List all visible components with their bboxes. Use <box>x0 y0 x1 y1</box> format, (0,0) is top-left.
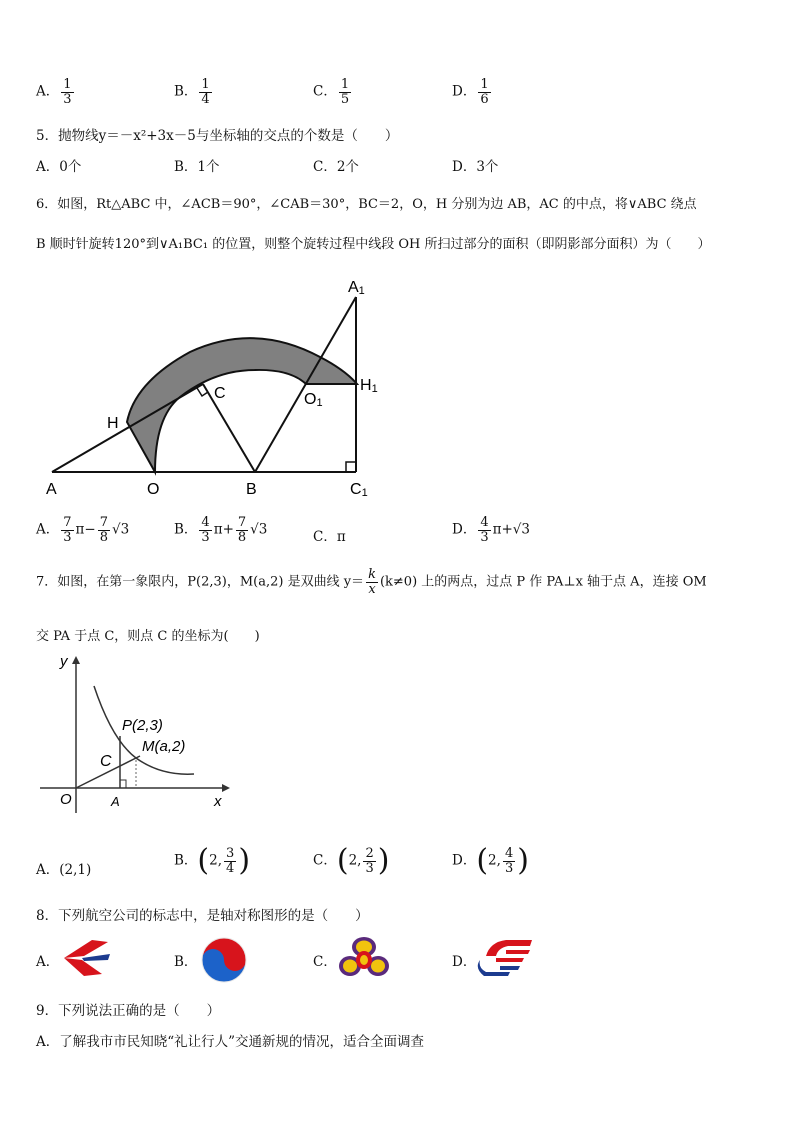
q8-option-c: C． <box>313 954 337 970</box>
label-O: O <box>147 481 160 498</box>
q6-stem-line1: 6．如图，Rt△ABC 中，∠ACB＝90°，∠CAB＝30°，BC＝2，O，H 分别为边 AB，AC 的中点，将∨ABC 绕点 <box>36 197 697 212</box>
korean-air-logo-icon <box>200 936 248 984</box>
q6-option-a: A． $\frac{7}{3}$ π− $\frac{7}{8}$ √3 <box>36 515 130 545</box>
label-A: A <box>111 794 120 809</box>
label-P: P(2,3) <box>122 717 163 734</box>
label-A: A <box>46 481 57 498</box>
q7-option-b: B．(2, $\frac{3}{4}$ ) <box>174 843 251 878</box>
q4-option-c: C． $\frac{1}{5}$ <box>313 77 350 107</box>
label-B: B <box>246 481 257 498</box>
label-M: M(a,2) <box>142 738 186 755</box>
malaysia-airlines-logo-icon <box>476 936 538 982</box>
q7-option-a: A．(2,1) <box>36 862 92 878</box>
q5-option-d: D．3个 <box>452 159 499 175</box>
q6-rotation-figure <box>40 272 400 502</box>
china-eastern-logo-icon <box>62 936 114 980</box>
label-H: H <box>107 415 119 432</box>
label-C1: C1 <box>350 481 368 499</box>
q7-stem-line1: 7．如图，在第一象限内，P(2,3)，M(a,2) 是双曲线 y＝ $\frac{k}{x}$ (k≠0) 上的两点，过点 P 作 PA⊥x 轴于点 A，连接 OM <box>36 567 707 597</box>
q7-option-c: C．(2, $\frac{2}{3}$ ) <box>313 843 390 878</box>
label-A1: A1 <box>348 279 365 297</box>
q9-stem: 9．下列说法正确的是（ ） <box>36 1003 221 1019</box>
q5-option-c: C．2个 <box>313 159 359 175</box>
q8-option-b: B． <box>174 954 198 970</box>
thai-airways-logo-icon <box>338 936 390 984</box>
q5-option-b: B．1个 <box>174 159 220 175</box>
q6-option-b: B． $\frac{4}{3}$ π+ $\frac{7}{8}$ √3 <box>174 515 268 545</box>
q9-option-a: A．了解我市市民知晓“礼让行人”交通新规的情况，适合全面调查 <box>36 1034 425 1050</box>
label-O1: O1 <box>304 391 323 409</box>
q4-option-b: B． $\frac{1}{4}$ <box>174 77 210 107</box>
fraction-numerator: 1 <box>63 77 72 92</box>
label-H1: H1 <box>360 377 378 395</box>
q6-stem-line2: B 顺时针旋转120°到∨A₁BC₁ 的位置，则整个旋转过程中线段 OH 所扫过部分的面积（即阴影部分面积）为（ ） <box>36 237 711 252</box>
q8-stem: 8．下列航空公司的标志中，是轴对称图形的是（ ） <box>36 908 369 924</box>
label-C: C <box>100 753 112 770</box>
q4-option-a: A． $\frac{1}{3}$ <box>36 77 72 107</box>
q7-stem-line2: 交 PA 于点 C，则点 C 的坐标为( ) <box>36 629 260 644</box>
q7-hyperbola-figure <box>36 648 246 813</box>
fraction-denominator: 3 <box>63 91 72 107</box>
label-y: y <box>60 653 68 670</box>
q6-option-d: D． $\frac{4}{3}$ π+√3 <box>452 515 530 545</box>
label-O: O <box>60 791 72 808</box>
q8-option-d: D． <box>452 954 477 970</box>
label-x: x <box>214 793 222 810</box>
q5-stem: 5．抛物线y＝－x²+3x－5与坐标轴的交点的个数是（ ） <box>36 128 399 144</box>
q7-option-d: D．(2, $\frac{4}{3}$ ) <box>452 843 529 878</box>
q4-option-d: D． $\frac{1}{6}$ <box>452 77 489 107</box>
q6-option-c: C．π <box>313 529 346 545</box>
q5-option-a: A．0个 <box>36 159 82 175</box>
label-C: C <box>214 385 226 402</box>
q8-option-a: A． <box>36 954 60 970</box>
